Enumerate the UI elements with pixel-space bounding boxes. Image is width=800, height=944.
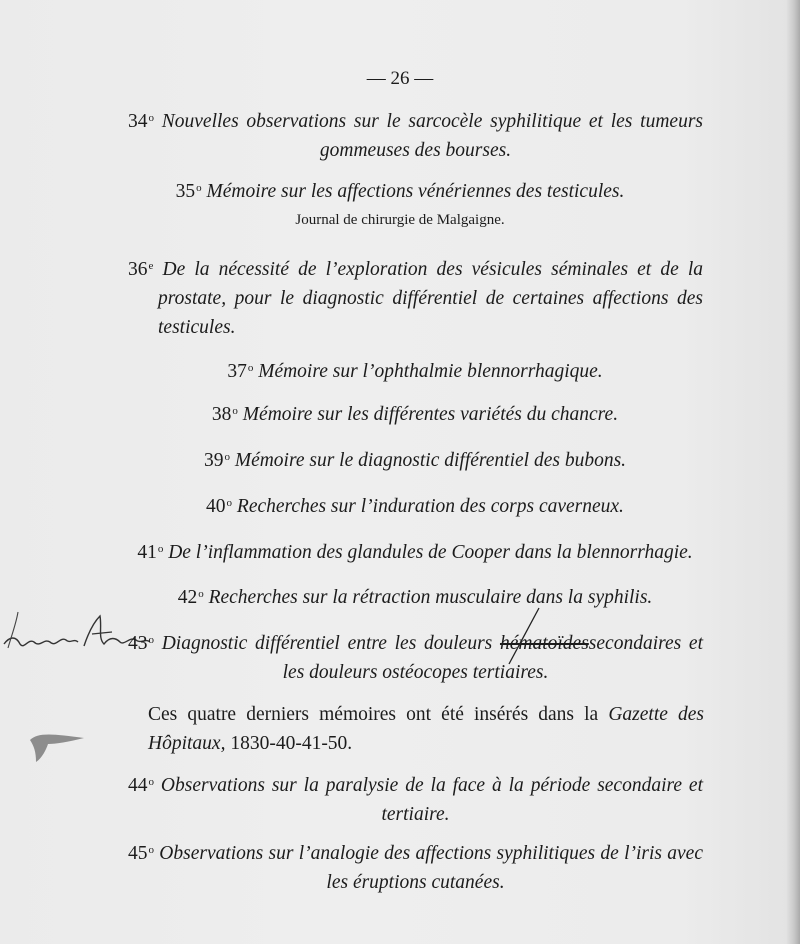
entry-text-line: Mémoire sur les affections vénériennes des testicules.: [206, 181, 625, 202]
note-paragraph: [148, 700, 704, 758]
entry-40: [0, 489, 800, 521]
entry-45: [128, 836, 703, 897]
entry-text-line: De l’inflammation des glandules de Cooper dans la blennorrhagie.: [168, 542, 693, 563]
entry-text-line: prostate, pour le diagnostic différentiel de certaines affections des: [158, 288, 703, 309]
entry-text-line: Mémoire sur les différentes variétés du chancre.: [242, 404, 619, 425]
entry-text-line: Observations sur l’analogie des affections syphilitiques de l’iris avec: [159, 843, 703, 864]
entry-35: [0, 174, 800, 206]
source-citation: Journal de chirurgie de Malgaigne.: [295, 212, 505, 228]
entry-text-line: gommeuses des bourses.: [319, 140, 512, 161]
entry-text-line: Recherches sur la rétraction musculaire dans la syphilis.: [208, 587, 653, 608]
ink-smudge: [28, 724, 88, 764]
page-number: — 26 —: [366, 68, 434, 89]
entry-number: 42$^o$: [177, 587, 204, 608]
entry-text-line: Observations sur la paralysie de la face à la période secondaire et: [160, 775, 704, 796]
entry-39: [0, 443, 800, 475]
entry-number: 38$^o$: [211, 404, 238, 425]
entry-number: 40$^o$: [206, 496, 233, 517]
entry-text-line: Nouvelles observations sur le sarcocèle syphilitique et les tumeurs: [161, 111, 703, 132]
entry-number: 37$^o$: [227, 361, 254, 382]
entry-text-line: Mémoire sur l’ophthalmie blennorrhagique.: [258, 361, 603, 382]
entry-41: [0, 535, 800, 567]
correction-mark: [505, 606, 545, 666]
entry-number: 41$^o$: [137, 542, 164, 563]
entry-text-line: Recherches sur l’induration des corps caverneux.: [236, 496, 624, 517]
entry-44: [128, 768, 703, 829]
entry-43: [128, 626, 703, 687]
note-text: Ces quatre derniers mémoires ont été insérés dans la: [148, 704, 599, 725]
entry-number: 43$^o$: [128, 633, 154, 654]
entry-34: [128, 104, 703, 165]
entry-text-line: testicules.: [158, 317, 236, 338]
entry-text-line: Mémoire sur le diagnostic différentiel des bubons.: [234, 450, 627, 471]
entry-text-line: secondaires et: [588, 633, 704, 654]
entry-37: [0, 354, 800, 386]
entry-number: 45$^o$: [128, 843, 154, 864]
journal-name-cont: Hôpitaux,: [148, 733, 226, 754]
entry-number: 36e: [128, 259, 154, 280]
entry-38: [0, 397, 800, 429]
entry-number: 34$^o$: [128, 111, 154, 132]
entry-number: 35$^o$: [175, 181, 202, 202]
entry-number: 39$^o$: [203, 450, 230, 471]
entry-36: [128, 252, 703, 342]
entry-number: 44$^o$: [128, 775, 154, 796]
journal-name: Gazette des: [608, 704, 705, 725]
note-years: 1830-40-41-50.: [230, 733, 353, 754]
entry-text-line: les éruptions cutanées.: [326, 872, 505, 893]
entry-text-line: tertiaire.: [381, 804, 450, 825]
entry-text-line: les douleurs ostéocopes tertiaires.: [282, 662, 549, 683]
entry-text-line: Diagnostic différentiel entre les douleurs: [161, 633, 493, 654]
entry-text-line: De la nécessité de l’exploration des vésicules séminales et de la: [162, 259, 703, 280]
struck-word: hématoïdes: [499, 633, 589, 654]
